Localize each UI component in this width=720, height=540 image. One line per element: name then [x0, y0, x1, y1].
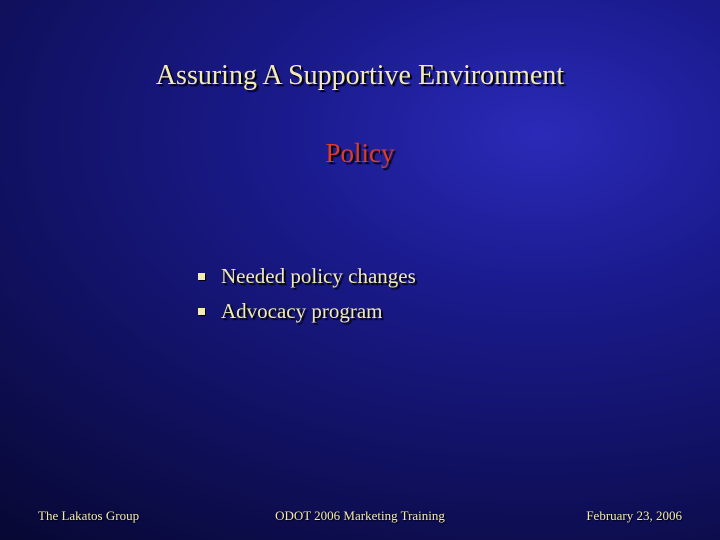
bullet-item	[198, 299, 416, 334]
bullet-list	[198, 264, 416, 334]
bullet-text: Advocacy program	[221, 299, 383, 323]
square-bullet-icon	[198, 308, 205, 315]
bullet-item	[198, 264, 416, 299]
slide-subtitle: Policy	[325, 138, 395, 168]
square-bullet-icon	[198, 273, 205, 280]
footer-event: ODOT 2006 Marketing Training	[275, 508, 445, 523]
footer-company: The Lakatos Group	[38, 508, 140, 523]
bullet-text: Needed policy changes	[221, 264, 416, 288]
footer-date: February 23, 2006	[586, 508, 682, 523]
slide-title: Assuring A Supportive Environment	[155, 60, 565, 91]
